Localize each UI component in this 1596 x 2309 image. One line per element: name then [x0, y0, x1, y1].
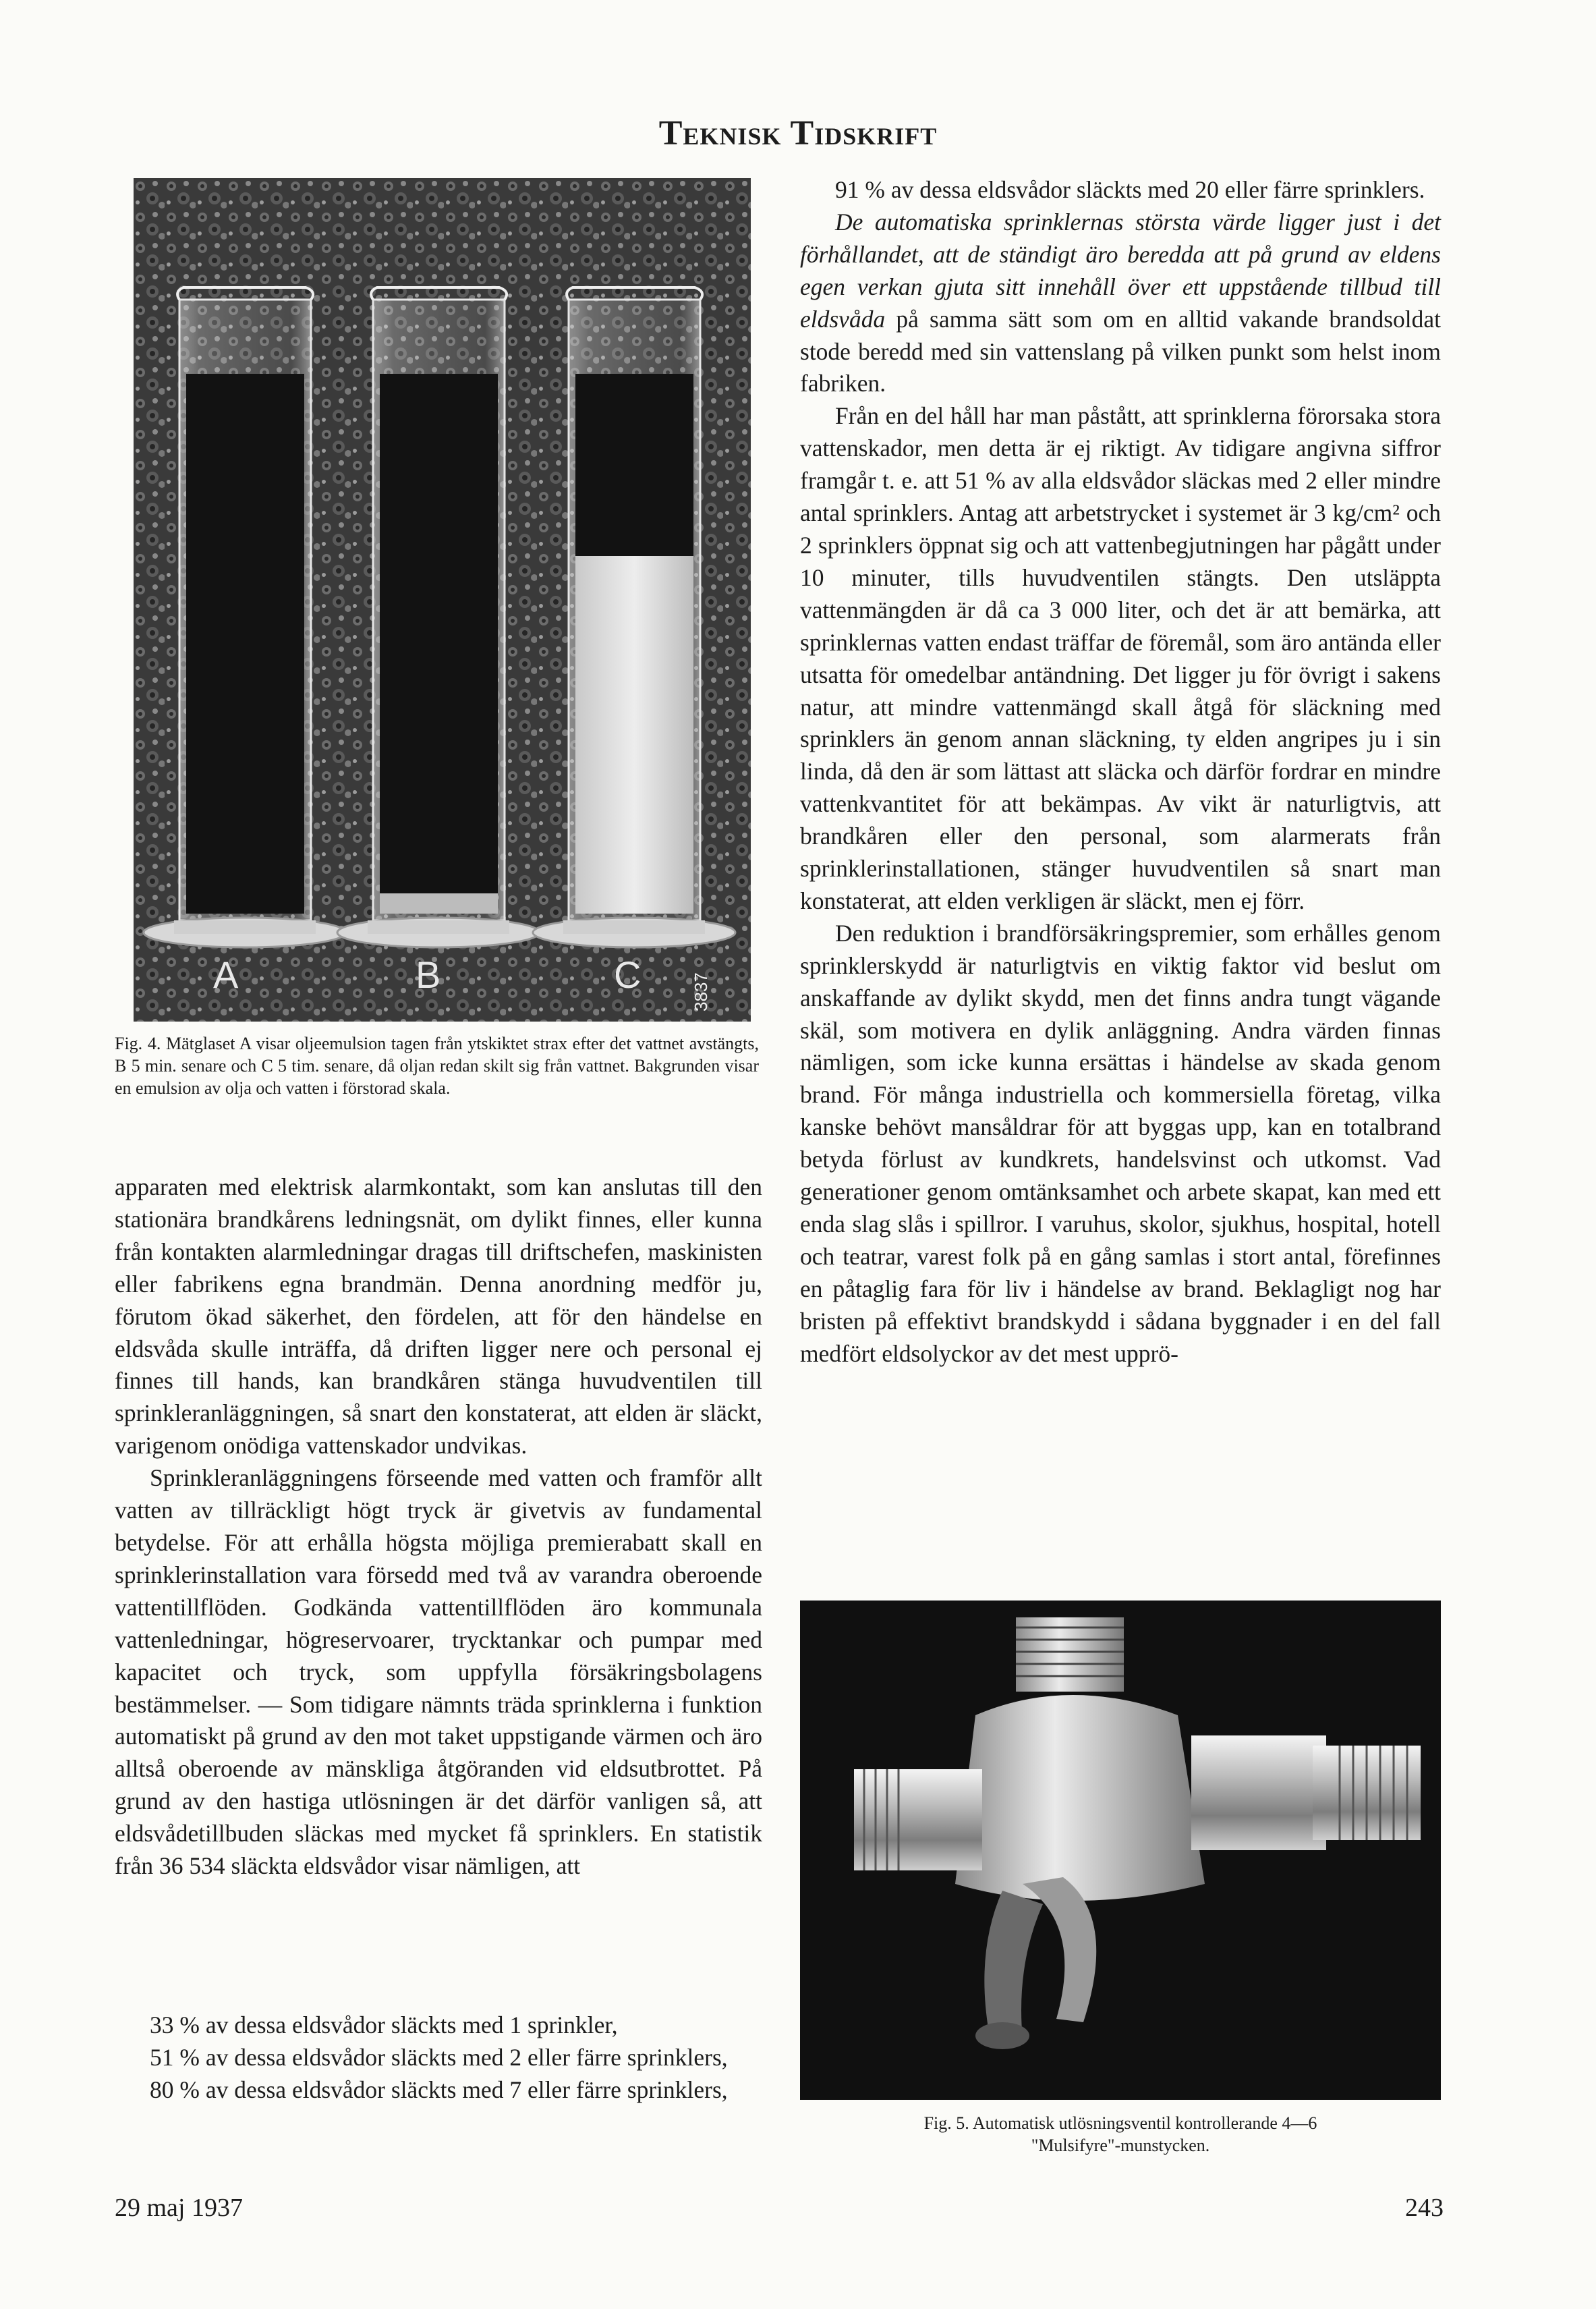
- valve-left-pipe: [854, 1769, 982, 1870]
- right-paragraph-3: Från en del håll har man påstått, att sprinklerna förorsaka stora vattenskador, men detta är ej riktigt. Av tidigare angivna siffror framgår t. e. att 51 % av alla eldsvådor släckas med 2 eller mindre antal sprinklers. Antag att arbetstrycket i systemet är 3 kg/cm² och 2 sprinklers öppnat sig och att vattenbegjutningen har pågått under 10 minuter, tills huvudventilen stängts. Den utsläppta vattenmängden är då ca 3 000 liter, och det är att bemärka, att sprinklernas vatten endast träffar de föremål, som äro antända eller utsatta för omedelbar antändning. Det ligger ju för övrigt i sakens natur, att mindre vattenmängd skall åtgå för släckning med sprinklers än genom annan släckning, ty elden angripes ju i sin linda, då den är som lättast att släcka och därför fordrar en mindre vattenkvantitet för att bekämpas. Av vikt är naturligtvis, att brandkåren eller den personal, som alarmerats från sprinklerinstallationen, stänger huvudventilen så snart man konstaterat, att elden verkligen är släckt, men ej förr.: [800, 402, 1441, 914]
- right-paragraph-2: [800, 206, 1441, 400]
- label-b: B: [416, 953, 441, 996]
- figure-5-caption-line-1: Fig. 5. Automatisk utlösningsventil kontrollerande 4—6: [923, 2113, 1317, 2133]
- right-paragraph-4: Den reduktion i brandförsäkringspremier, som erhålles genom sprinklerskydd är naturligtvis en viktig faktor vid beslut om anskaffande av dylikt skydd, men det finns andra tungt vägande skäl, som motivera en dylik anläggning. Andra värden finnas nämligen, som icke kunna ersättas i händelse av skada genom brand. För många industriella och kommersiella företag, vilka kanske behövt mansåldrar för att byggas upp, kan en totalbrand betyda förlust av kundkrets, handelsvinst och utkomst. Vad generationer genom omtänksamhet och arbete skapat, kan med ett enda slag slås i spillror. I varuhus, skolor, sjukhus, hospital, hotell och teatrar, varest folk på en gång samlas i stort antal, förefinnes en påtaglig fara för liv i händelse av brand. Beklagligt nog har bristen på effektivt brandskydd i sådana byggnader i en del fall medfört eldsolyckor av det mest upprö-: [800, 919, 1441, 1367]
- italic-emphasis: De automatiska sprinklernas största värde ligger just i det förhållandet, att de ständigt äro beredda att på grund av eldens egen verkan gjuta sitt innehåll över ett uppstående tillbud till eldsvåda: [800, 208, 1441, 333]
- right-paragraph-1: 91 % av dessa eldsvådor släckts med 20 eller färre sprinklers.: [835, 176, 1425, 203]
- right-column: [800, 174, 1441, 1370]
- left-paragraph-1: apparaten med elektrisk alarmkontakt, som kan anslutas till den stationära brandkårens ledningsnät, om dylikt finnes, eller kunna från kontakten alarmledningar dragas till driftschefen, maskinisten eller fabrikens egna brandmän. Denna anordning medför ju, förutom ökad säkerhet, den fördelen, att för den händelse en eldsvåda skulle inträffa, då driften ligger nere och personal ej finnes till hands, kan brandkåren stänga huvudventilen till sprinkleranläggningen, så snart den konstaterat, att elden är släckt, varigenom onödiga vattenskador undvikas.: [115, 1173, 762, 1459]
- paragraph-continuation: på samma sätt som om en alltid vakande brandsoldat stode beredd med sin vattenslang på vilken punkt som helst inom fabriken.: [800, 305, 1441, 397]
- figure-5-caption-line-2: "Mulsifyre"-munstycken.: [1031, 2136, 1210, 2155]
- label-c: C: [614, 953, 642, 996]
- statistics-list: [115, 2009, 762, 2107]
- figure-5-photo: [800, 1601, 1441, 2100]
- plate-number: 3837: [691, 972, 711, 1011]
- valve-body: [955, 1695, 1205, 1901]
- page-number: 243: [1405, 2194, 1444, 2222]
- figure-4-caption: Fig. 4. Mätglaset A visar oljeemulsion tagen från ytskiktet strax efter det vattnet avstängts, B 5 min. senare och C 5 tim. senare, då oljan redan skilt sig från vattnet. Bakgrunden visar en emulsion av olja och vatten i förstorad skala.: [115, 1034, 759, 1098]
- left-column: [115, 1171, 762, 1883]
- issue-date: 29 maj 1937: [115, 2194, 243, 2222]
- valve-right-pipe: [1191, 1735, 1326, 1850]
- left-paragraph-2: Sprinkleranläggningens förseende med vatten och framför allt vatten av tillräckligt högt tryck är givetvis av fundamental betydelse. För att erhålla högsta möjliga premierabatt skall en sprinklerinstallation vara försedd med två av varandra oberoende vattentillflöden. Godkända vattentillflöden äro kommunala vattenledningar, högreservoarer, trycktankar och pumpar med kapacitet och tryck, som uppfylla försäkringsbolagens bestämmelser. — Som tidigare nämnts träda sprinklerna i funktion automatiskt på grund av den mot taket uppstigande värmen och äro alltså oberoende av mänskliga åtgöranden vid eldsutbrottet. På grund av den hastiga utlösningen är det därför vanligen så, att eldsvådetillbuden släckas med mycket få sprinklers. En statistik från 36 534 släckta eldsvådor visar nämligen, att: [115, 1464, 762, 1880]
- figure-4-photo: [134, 178, 751, 1022]
- stat-line: 33 % av dessa eldsvådor släckts med 1 sprinkler,: [150, 2011, 618, 2038]
- label-a: A: [213, 953, 239, 996]
- journal-title: Teknisk Tidskrift: [658, 114, 938, 152]
- stat-line: 80 % av dessa eldsvådor släckts med 7 eller färre sprinklers,: [150, 2076, 728, 2103]
- stat-line: 51 % av dessa eldsvådor släckts med 2 eller färre sprinklers,: [150, 2043, 728, 2071]
- figure-5-caption: [800, 2112, 1441, 2157]
